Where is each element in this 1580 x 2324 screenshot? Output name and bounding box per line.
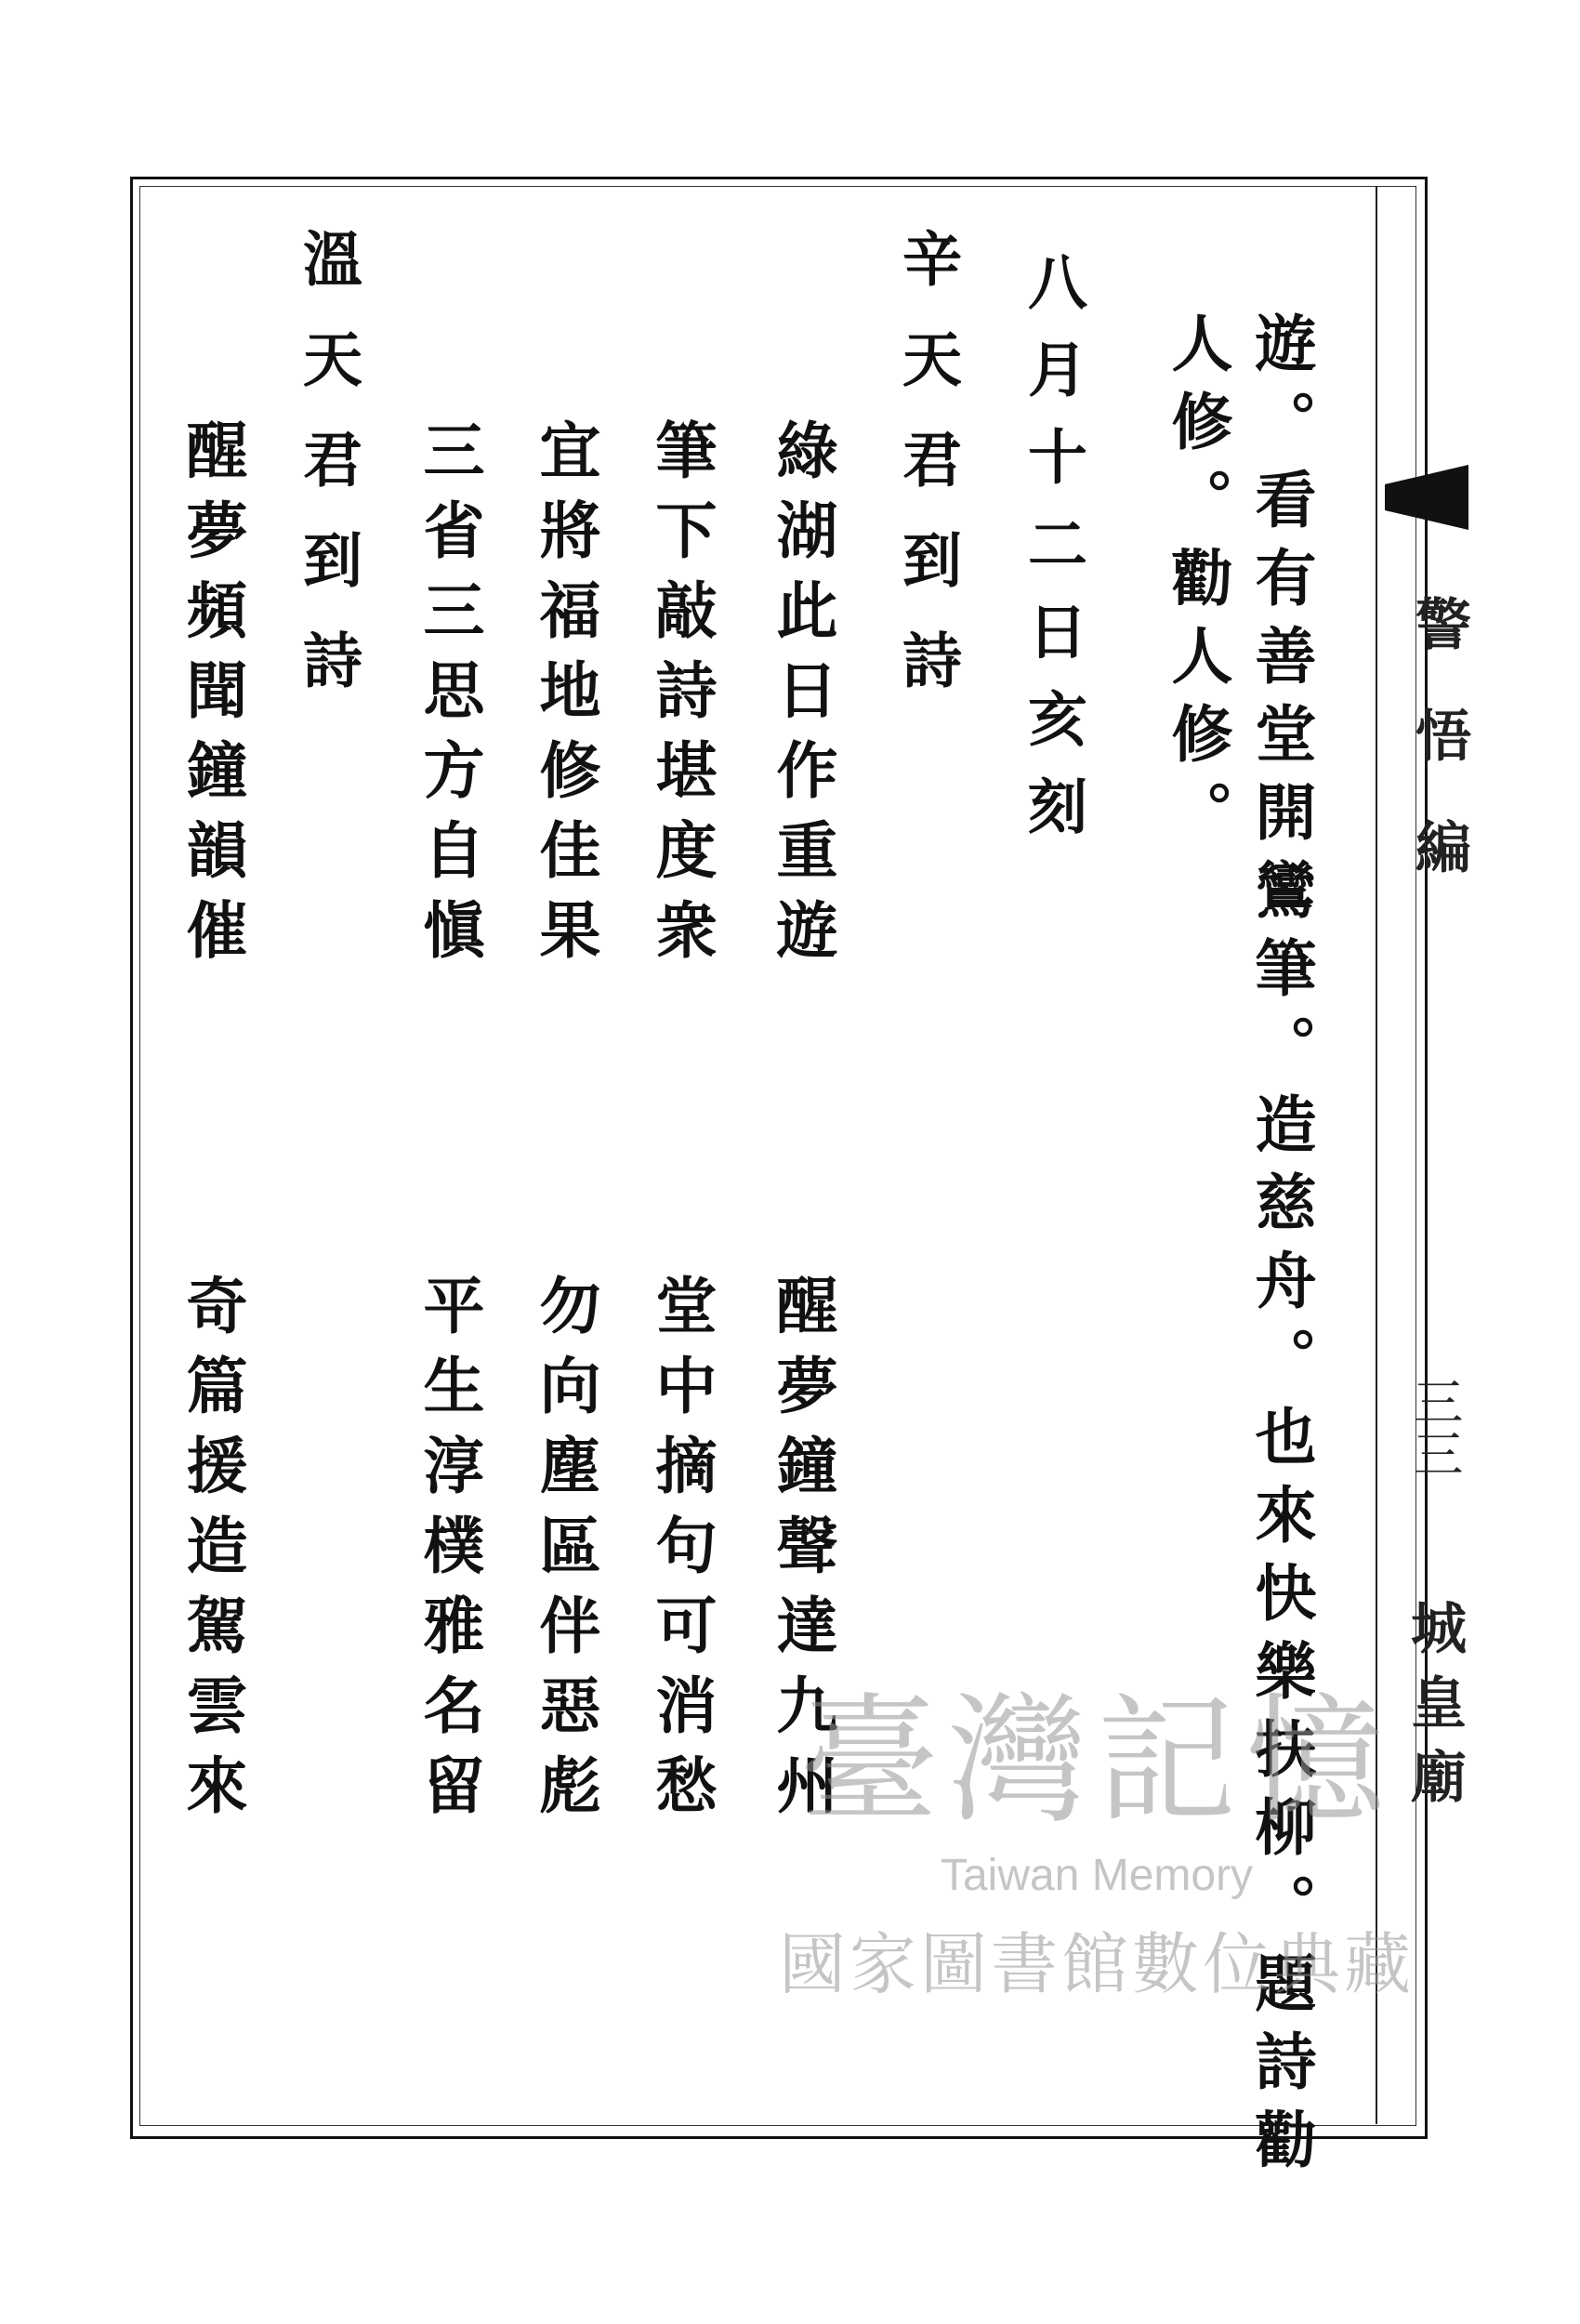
poem-line-lower: 奇篇援造駕雲來 — [176, 1274, 248, 1833]
poem-line — [766, 418, 838, 978]
prose-column-2: 人修。勸人修。 — [1161, 311, 1233, 858]
poem-line — [529, 1274, 601, 1833]
poem-line-upper: 綠湖此日作重遊 — [766, 418, 838, 978]
poem-line-upper: 筆下敲詩堪度衆 — [645, 418, 718, 978]
poem-line-lower: 堂中摘句可消愁 — [645, 1274, 718, 1833]
margin-hall-name: 城皇廟 — [1402, 1599, 1467, 1822]
poem-line — [645, 1274, 718, 1833]
poem-line-lower: 醒夢鐘聲達九州 — [766, 1274, 838, 1833]
poem-line — [529, 418, 601, 978]
margin-book-title: 警悟編 — [1406, 595, 1471, 930]
poem-line — [176, 1274, 248, 1833]
watermark-institution: 國家圖書館數位典藏 — [778, 1928, 1415, 2002]
margin-page-number: 三三 — [1405, 1376, 1464, 1480]
poem-line — [413, 418, 485, 978]
watermark — [734, 1681, 1459, 2007]
poem-line-lower: 勿向塵區伴惡彪 — [529, 1274, 601, 1833]
prose-column-1: 遊。看有善堂開鸞筆。造慈舟。也來快樂扶柳。題詩勸 — [1244, 311, 1317, 2185]
poem-line — [176, 418, 248, 978]
watermark-mark: 臺灣記憶 — [798, 1681, 1394, 1842]
poem-line-lower: 平生淳樸雅名留 — [413, 1274, 485, 1833]
poem-line — [645, 418, 718, 978]
poem-line-upper: 醒夢頻聞鐘韻催 — [176, 418, 248, 978]
poem-line-upper: 宜將福地修佳果 — [529, 418, 601, 978]
watermark-english: Taiwan Memory — [940, 1851, 1254, 1900]
section-title: 溫天君到詩 — [293, 228, 362, 730]
section-date: 八月十二日亥刻 — [1018, 251, 1087, 863]
section-title: 辛天君到詩 — [892, 228, 962, 730]
poem-line-upper: 三省三思方自愼 — [413, 418, 485, 978]
poem-line — [413, 1274, 485, 1833]
